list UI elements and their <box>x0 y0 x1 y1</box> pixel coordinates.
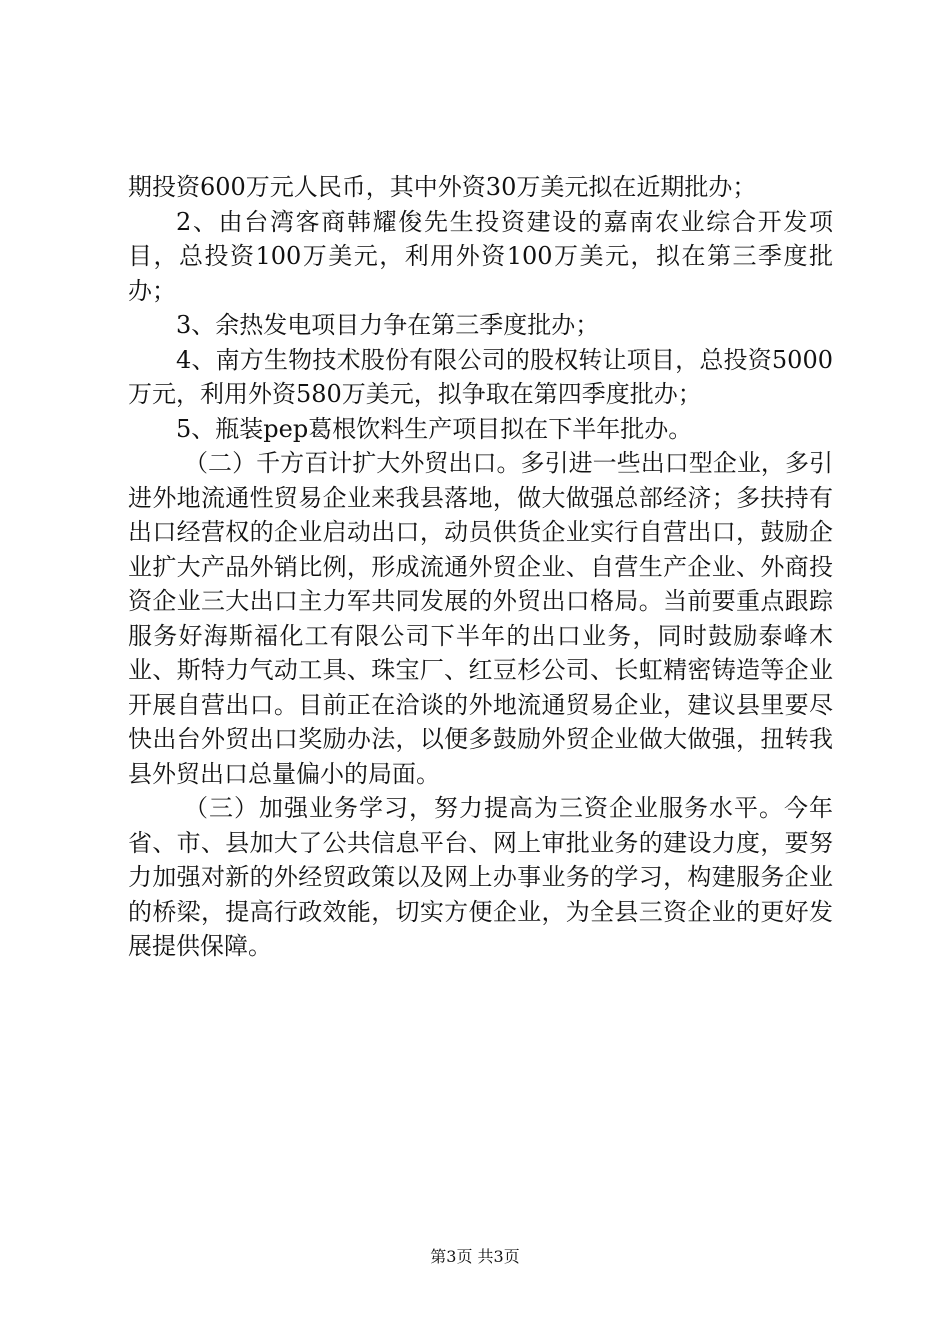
paragraph-item-4: 4、南方生物技术股份有限公司的股权转让项目，总投资5000万元，利用外资580万美元，拟争取在第四季度批办； <box>128 345 833 408</box>
paragraph-section-2: （二）千方百计扩大外贸出口。多引进一些出口型企业，多引进外地流通性贸易企业来我县落地，做大做强总部经济；多扶持有出口经营权的企业启动出口，动员供货企业实行自营出口，鼓励企业扩大产品外销比例，形成流通外贸企业、自营生产企业、外商投资企业三大出口主力军共同发展的外贸出口格局。当前要重点跟踪服务好海斯福化工有限公司下半年的出口业务，同时鼓励泰峰木业、斯特力气动工具、珠宝厂、红豆杉公司、长虹精密铸造等企业开展自营出口。目前正在洽谈的外地流通贸易企业，建议县里要尽快出台外贸出口奖励办法，以便多鼓励外贸企业做大做强，扭转我县外贸出口总量偏小的局面。 <box>128 449 833 788</box>
page-number-footer: 第3页 共3页 <box>430 1247 520 1266</box>
document-body <box>128 170 833 964</box>
paragraph-section-3: （三）加强业务学习，努力提高为三资企业服务水平。今年省、市、县加大了公共信息平台、网上审批业务的建设力度，要努力加强对新的外经贸政策以及网上办事业务的学习，构建服务企业的桥梁，提高行政效能，切实方便企业，为全县三资企业的更好发展提供保障。 <box>128 794 833 960</box>
paragraph-item-3: 3、余热发电项目力争在第三季度批办； <box>176 311 600 339</box>
paragraph-item-5: 5、瓶装pep葛根饮料生产项目拟在下半年批办。 <box>176 414 693 443</box>
paragraph-continuation: 期投资600万元人民币，其中外资30万美元拟在近期批办； <box>128 173 757 201</box>
paragraph-item-2: 2、由台湾客商韩耀俊先生投资建设的嘉南农业综合开发项目，总投资100万美元，利用外资100万美元，拟在第三季度批办； <box>128 207 833 305</box>
